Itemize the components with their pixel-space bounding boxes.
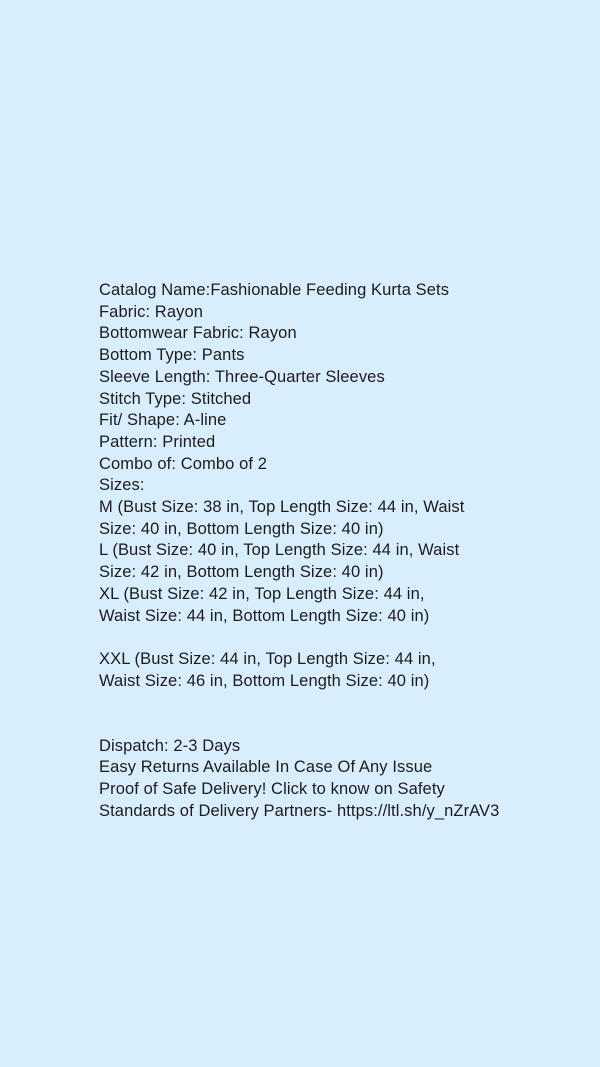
description-line: [99, 692, 519, 714]
description-line: Combo of: Combo of 2: [99, 454, 267, 473]
description-line: Catalog Name:Fashionable Feeding Kurta Sets: [99, 281, 450, 299]
description-line: Fabric: Rayon: [99, 302, 204, 321]
description-line: XXL (Bust Size: 44 in, Top Length Size: 44 in,: [99, 649, 436, 668]
description-line: Waist Size: 44 in, Bottom Length Size: 40 in): [99, 606, 430, 625]
description-line: M (Bust Size: 38 in, Top Length Size: 44 in, Waist: [99, 498, 465, 517]
description-line: Size: 40 in, Bottom Length Size: 40 in): [99, 519, 384, 538]
description-line: Dispatch: 2-3 Days: [99, 736, 241, 755]
description-line: [99, 714, 519, 736]
description-line: [99, 627, 519, 649]
description-line: Sizes:: [99, 476, 145, 495]
description-line: Fit/ Shape: A-line: [99, 411, 227, 430]
description-line: Proof of Safe Delivery! Click to know on Safety: [99, 780, 445, 799]
description-line: Bottomwear Fabric: Rayon: [99, 324, 297, 343]
description-line: Size: 42 in, Bottom Length Size: 40 in): [99, 563, 384, 582]
description-line: XL (Bust Size: 42 in, Top Length Size: 44 in,: [99, 584, 425, 603]
description-line: Easy Returns Available In Case Of Any Issue: [99, 758, 433, 777]
description-line: Bottom Type: Pants: [99, 346, 245, 365]
description-line: Waist Size: 46 in, Bottom Length Size: 40 in): [99, 671, 430, 690]
description-line: Sleeve Length: Three-Quarter Sleeves: [99, 367, 385, 386]
product-description-text: [99, 280, 519, 823]
description-line: L (Bust Size: 40 in, Top Length Size: 44 in, Waist: [99, 541, 460, 560]
description-line: Stitch Type: Stitched: [99, 389, 252, 408]
description-line: Pattern: Printed: [99, 432, 216, 451]
description-line: Standards of Delivery Partners- https://ltl.sh/y_nZrAV3: [99, 801, 500, 820]
